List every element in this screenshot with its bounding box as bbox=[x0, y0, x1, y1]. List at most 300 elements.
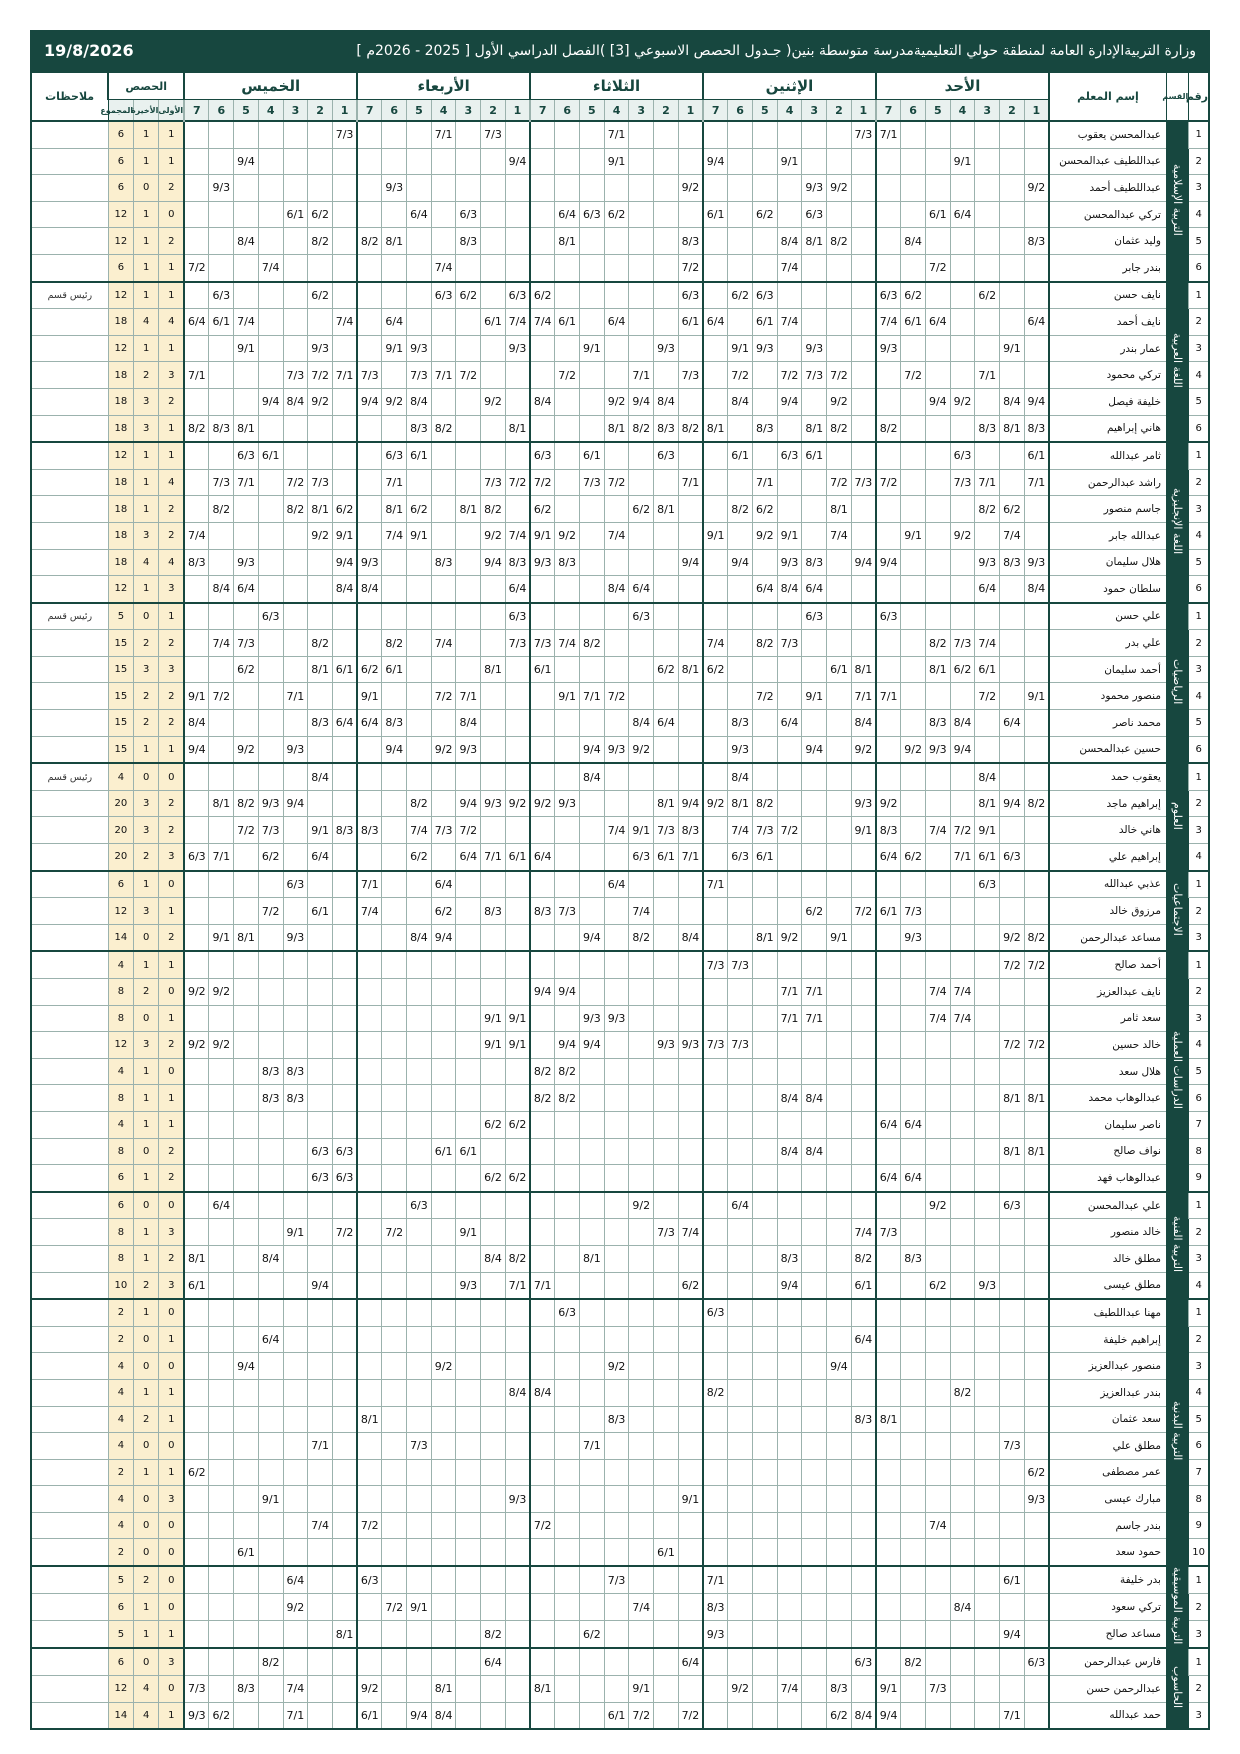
period-cell: 7/4 bbox=[777, 254, 802, 281]
period-cell bbox=[209, 1566, 234, 1594]
period-cell bbox=[604, 951, 629, 978]
period-cell bbox=[505, 710, 530, 737]
period-cell: 8/2 bbox=[382, 630, 407, 657]
period-cell: 8/3 bbox=[703, 1594, 728, 1621]
row-number: 1 bbox=[1189, 121, 1209, 148]
row-number: 1 bbox=[1189, 603, 1209, 630]
notes-cell bbox=[31, 1245, 108, 1272]
teacher-row bbox=[31, 817, 1209, 844]
teacher-name: علي عبدالمحسن bbox=[1049, 1192, 1167, 1219]
period-cell: 8/1 bbox=[184, 1245, 209, 1272]
period-cell bbox=[1024, 201, 1049, 228]
period-cell: 8/4 bbox=[629, 710, 654, 737]
period-cell bbox=[827, 1245, 852, 1272]
period-cell: 6/4 bbox=[876, 1165, 901, 1192]
period-cell bbox=[456, 148, 481, 175]
period-cell bbox=[604, 979, 629, 1006]
period-cell bbox=[629, 683, 654, 710]
period-cell: 6/3 bbox=[258, 603, 283, 630]
period-cell bbox=[308, 1058, 333, 1085]
period-cell bbox=[481, 924, 506, 951]
row-number: 2 bbox=[1189, 979, 1209, 1006]
period-cell bbox=[1024, 1702, 1049, 1729]
period-cell bbox=[604, 1459, 629, 1486]
teacher-row bbox=[31, 469, 1209, 496]
period-cell bbox=[925, 1433, 950, 1460]
period-cell: 9/3 bbox=[728, 736, 753, 763]
period-cell bbox=[752, 228, 777, 255]
period-cell bbox=[703, 1459, 728, 1486]
period-cell bbox=[456, 1326, 481, 1353]
period-cell bbox=[678, 1165, 703, 1192]
period-cell: 8/1 bbox=[604, 415, 629, 442]
period-cell bbox=[580, 309, 605, 336]
total-periods-count: 12 bbox=[108, 1032, 133, 1059]
period-cell bbox=[752, 1138, 777, 1165]
period-cell bbox=[629, 1032, 654, 1059]
period-number: 4 bbox=[258, 100, 283, 122]
period-cell bbox=[802, 1433, 827, 1460]
total-periods-count: 6 bbox=[108, 175, 133, 202]
period-cell: 6/4 bbox=[728, 1192, 753, 1219]
period-cell bbox=[407, 1353, 432, 1380]
period-cell bbox=[925, 1566, 950, 1594]
period-cell bbox=[901, 1272, 926, 1299]
first-periods-count: 1 bbox=[159, 898, 184, 925]
period-cell: 6/2 bbox=[407, 844, 432, 871]
period-cell: 7/3 bbox=[728, 1032, 753, 1059]
notes-cell bbox=[31, 736, 108, 763]
period-number: 4 bbox=[950, 100, 975, 122]
period-cell bbox=[654, 576, 679, 603]
period-cell bbox=[876, 1379, 901, 1406]
row-number: 5 bbox=[1189, 228, 1209, 255]
period-cell bbox=[901, 1566, 926, 1594]
period-cell bbox=[407, 549, 432, 576]
period-cell: 9/1 bbox=[604, 148, 629, 175]
teacher-row bbox=[31, 1676, 1209, 1703]
period-cell: 8/1 bbox=[678, 656, 703, 683]
period-cell bbox=[357, 979, 382, 1006]
period-cell bbox=[629, 442, 654, 469]
period-cell: 7/3 bbox=[604, 1566, 629, 1594]
period-cell bbox=[876, 1459, 901, 1486]
period-cell: 6/2 bbox=[481, 1165, 506, 1192]
period-cell bbox=[728, 871, 753, 898]
period-cell bbox=[505, 1219, 530, 1246]
period-cell bbox=[802, 522, 827, 549]
period-cell bbox=[950, 362, 975, 389]
period-cell: 7/4 bbox=[555, 630, 580, 657]
period-cell: 8/1 bbox=[456, 496, 481, 523]
period-cell bbox=[407, 1299, 432, 1326]
period-cell bbox=[357, 1085, 382, 1112]
period-cell bbox=[234, 1648, 259, 1675]
period-cell bbox=[876, 710, 901, 737]
period-cell: 9/4 bbox=[234, 148, 259, 175]
period-cell: 8/2 bbox=[184, 415, 209, 442]
period-cell bbox=[332, 228, 357, 255]
period-cell bbox=[1000, 1165, 1025, 1192]
last-periods-count: 1 bbox=[134, 1058, 159, 1085]
period-cell bbox=[629, 335, 654, 362]
period-cell: 8/3 bbox=[530, 898, 555, 925]
period-cell bbox=[950, 415, 975, 442]
period-cell: 6/1 bbox=[975, 844, 1000, 871]
period-cell: 6/4 bbox=[1024, 309, 1049, 336]
period-cell bbox=[752, 1245, 777, 1272]
period-cell bbox=[678, 1676, 703, 1703]
period-cell bbox=[382, 362, 407, 389]
period-cell bbox=[777, 1406, 802, 1433]
period-cell bbox=[234, 1433, 259, 1460]
period-cell bbox=[456, 951, 481, 978]
first-periods-count: 3 bbox=[159, 1648, 184, 1675]
first-periods-count: 0 bbox=[159, 201, 184, 228]
period-cell bbox=[332, 148, 357, 175]
period-cell bbox=[1024, 1676, 1049, 1703]
period-cell bbox=[752, 388, 777, 415]
period-cell bbox=[505, 1539, 530, 1566]
period-cell bbox=[580, 844, 605, 871]
period-cell bbox=[505, 1702, 530, 1729]
period-cell: 9/4 bbox=[876, 549, 901, 576]
period-cell bbox=[258, 1165, 283, 1192]
period-cell: 6/3 bbox=[530, 442, 555, 469]
col-periods-group: الحصص bbox=[108, 72, 184, 100]
period-cell: 7/3 bbox=[580, 469, 605, 496]
period-cell: 9/4 bbox=[555, 979, 580, 1006]
period-cell bbox=[851, 951, 876, 978]
period-cell bbox=[703, 549, 728, 576]
period-cell bbox=[530, 1111, 555, 1138]
department-name: الدراسات العملية bbox=[1171, 1031, 1185, 1110]
teacher-row bbox=[31, 1165, 1209, 1192]
period-cell bbox=[283, 979, 308, 1006]
period-cell bbox=[950, 951, 975, 978]
period-cell bbox=[975, 175, 1000, 202]
period-cell bbox=[456, 254, 481, 281]
notes-cell bbox=[31, 175, 108, 202]
period-cell bbox=[925, 549, 950, 576]
period-cell: 7/1 bbox=[777, 979, 802, 1006]
period-cell bbox=[629, 201, 654, 228]
period-cell: 6/3 bbox=[332, 1165, 357, 1192]
header-school: مدرسة متوسطة بنين bbox=[791, 42, 914, 59]
period-number: 5 bbox=[234, 100, 259, 122]
period-cell bbox=[184, 924, 209, 951]
total-periods-count: 14 bbox=[108, 924, 133, 951]
period-cell bbox=[728, 1165, 753, 1192]
period-cell bbox=[234, 844, 259, 871]
period-cell bbox=[283, 1459, 308, 1486]
period-cell bbox=[950, 1272, 975, 1299]
period-cell bbox=[851, 1032, 876, 1059]
period-cell bbox=[283, 1192, 308, 1219]
first-periods-count: 2 bbox=[159, 388, 184, 415]
period-cell: 9/2 bbox=[678, 175, 703, 202]
period-cell bbox=[184, 282, 209, 309]
period-cell bbox=[258, 1406, 283, 1433]
period-cell: 9/3 bbox=[654, 1032, 679, 1059]
period-cell bbox=[481, 1192, 506, 1219]
period-cell bbox=[456, 871, 481, 898]
period-cell bbox=[505, 763, 530, 790]
period-cell bbox=[950, 175, 975, 202]
period-cell bbox=[308, 175, 333, 202]
last-periods-count: 1 bbox=[134, 1085, 159, 1112]
period-cell bbox=[604, 254, 629, 281]
total-periods-count: 4 bbox=[108, 763, 133, 790]
period-cell: 7/3 bbox=[654, 1219, 679, 1246]
period-cell: 6/2 bbox=[604, 201, 629, 228]
header-row-days bbox=[31, 72, 1209, 100]
period-cell bbox=[654, 1648, 679, 1675]
period-cell bbox=[752, 871, 777, 898]
period-cell bbox=[580, 1085, 605, 1112]
period-cell bbox=[258, 549, 283, 576]
last-periods-count: 1 bbox=[134, 736, 159, 763]
period-cell bbox=[654, 1459, 679, 1486]
period-cell: 7/2 bbox=[209, 683, 234, 710]
period-cell bbox=[1024, 522, 1049, 549]
period-cell: 6/3 bbox=[580, 201, 605, 228]
period-cell bbox=[777, 282, 802, 309]
period-cell: 8/1 bbox=[234, 924, 259, 951]
period-cell bbox=[654, 1272, 679, 1299]
period-cell bbox=[357, 1539, 382, 1566]
period-cell: 7/2 bbox=[1024, 951, 1049, 978]
period-cell bbox=[456, 656, 481, 683]
teacher-name: بندر عبدالعزيز bbox=[1049, 1379, 1167, 1406]
period-cell bbox=[876, 1326, 901, 1353]
period-cell: 8/1 bbox=[1024, 1085, 1049, 1112]
period-cell: 8/4 bbox=[851, 710, 876, 737]
period-cell bbox=[802, 1272, 827, 1299]
period-cell bbox=[357, 1594, 382, 1621]
period-cell bbox=[728, 1459, 753, 1486]
period-cell bbox=[530, 1621, 555, 1649]
row-number: 2 bbox=[1189, 1326, 1209, 1353]
period-cell bbox=[407, 1539, 432, 1566]
first-periods-count: 0 bbox=[159, 1676, 184, 1703]
notes-cell bbox=[31, 630, 108, 657]
period-cell bbox=[382, 1299, 407, 1326]
period-cell bbox=[481, 1459, 506, 1486]
teacher-name: مرزوق خالد bbox=[1049, 898, 1167, 925]
period-cell bbox=[925, 1111, 950, 1138]
period-cell bbox=[407, 121, 432, 148]
period-cell: 6/1 bbox=[752, 309, 777, 336]
period-cell: 7/1 bbox=[481, 844, 506, 871]
teacher-name: عبداللطيف أحمد bbox=[1049, 175, 1167, 202]
period-cell bbox=[481, 201, 506, 228]
period-cell bbox=[975, 388, 1000, 415]
department-name: التربية الموسيقية bbox=[1171, 1567, 1185, 1645]
period-cell bbox=[184, 1005, 209, 1032]
period-cell: 7/1 bbox=[1000, 1702, 1025, 1729]
last-periods-count: 2 bbox=[134, 844, 159, 871]
period-cell: 7/1 bbox=[752, 469, 777, 496]
period-cell: 9/4 bbox=[580, 924, 605, 951]
period-cell bbox=[580, 1111, 605, 1138]
period-cell: 9/1 bbox=[629, 1676, 654, 1703]
row-number: 1 bbox=[1189, 282, 1209, 309]
period-cell bbox=[678, 576, 703, 603]
period-cell bbox=[1000, 979, 1025, 1006]
period-cell: 9/3 bbox=[456, 736, 481, 763]
period-cell: 8/3 bbox=[827, 1676, 852, 1703]
period-cell bbox=[407, 254, 432, 281]
period-cell bbox=[431, 496, 456, 523]
period-cell: 8/4 bbox=[975, 763, 1000, 790]
period-cell bbox=[234, 254, 259, 281]
period-cell bbox=[234, 1406, 259, 1433]
first-periods-count: 0 bbox=[159, 1433, 184, 1460]
period-cell bbox=[456, 1512, 481, 1539]
period-cell: 8/4 bbox=[505, 1379, 530, 1406]
period-cell: 7/4 bbox=[505, 309, 530, 336]
period-cell bbox=[431, 1245, 456, 1272]
period-number: 6 bbox=[209, 100, 234, 122]
period-cell: 9/1 bbox=[407, 522, 432, 549]
period-cell bbox=[728, 309, 753, 336]
period-cell bbox=[901, 763, 926, 790]
period-cell bbox=[802, 924, 827, 951]
first-periods-count: 0 bbox=[159, 763, 184, 790]
period-cell bbox=[481, 228, 506, 255]
period-cell bbox=[332, 1594, 357, 1621]
total-periods-count: 12 bbox=[108, 228, 133, 255]
period-cell bbox=[802, 1539, 827, 1566]
period-cell bbox=[752, 254, 777, 281]
period-cell: 9/1 bbox=[580, 335, 605, 362]
period-cell bbox=[629, 1299, 654, 1326]
period-cell bbox=[456, 1486, 481, 1513]
teacher-row bbox=[31, 175, 1209, 202]
period-cell bbox=[308, 736, 333, 763]
period-cell: 7/1 bbox=[209, 844, 234, 871]
period-cell bbox=[752, 1512, 777, 1539]
period-cell bbox=[851, 148, 876, 175]
period-cell bbox=[283, 630, 308, 657]
period-cell bbox=[1024, 1594, 1049, 1621]
period-cell bbox=[752, 1702, 777, 1729]
total-periods-count: 2 bbox=[108, 1299, 133, 1326]
period-cell bbox=[283, 1005, 308, 1032]
period-cell bbox=[728, 121, 753, 148]
period-cell bbox=[604, 1272, 629, 1299]
period-cell bbox=[382, 1111, 407, 1138]
period-cell bbox=[382, 1512, 407, 1539]
notes-cell bbox=[31, 710, 108, 737]
period-cell bbox=[728, 254, 753, 281]
period-cell bbox=[604, 656, 629, 683]
row-number: 4 bbox=[1189, 522, 1209, 549]
period-cell bbox=[580, 1272, 605, 1299]
teacher-name: بندر جاسم bbox=[1049, 1512, 1167, 1539]
period-cell bbox=[407, 1676, 432, 1703]
total-periods-count: 18 bbox=[108, 469, 133, 496]
period-cell bbox=[332, 1032, 357, 1059]
row-number: 8 bbox=[1189, 1486, 1209, 1513]
period-cell bbox=[407, 1486, 432, 1513]
period-cell: 8/3 bbox=[876, 817, 901, 844]
period-cell bbox=[629, 871, 654, 898]
notes-cell bbox=[31, 335, 108, 362]
period-cell bbox=[876, 1539, 901, 1566]
teacher-name: فارس عبدالرحمن bbox=[1049, 1648, 1167, 1675]
period-cell bbox=[184, 1058, 209, 1085]
period-cell bbox=[777, 1459, 802, 1486]
period-cell bbox=[752, 1299, 777, 1326]
period-cell bbox=[308, 1486, 333, 1513]
first-periods-count: 3 bbox=[159, 1486, 184, 1513]
period-cell bbox=[234, 1512, 259, 1539]
period-cell bbox=[209, 388, 234, 415]
period-cell bbox=[580, 1566, 605, 1594]
total-periods-count: 15 bbox=[108, 710, 133, 737]
period-cell bbox=[802, 1111, 827, 1138]
notes-cell: رئيس قسم bbox=[31, 603, 108, 630]
period-cell bbox=[876, 1272, 901, 1299]
period-cell bbox=[332, 683, 357, 710]
period-cell: 6/3 bbox=[555, 1299, 580, 1326]
period-cell bbox=[777, 1192, 802, 1219]
period-cell bbox=[481, 442, 506, 469]
period-cell bbox=[505, 1621, 530, 1649]
schedule-table bbox=[30, 71, 1210, 1730]
period-cell bbox=[851, 362, 876, 389]
period-cell bbox=[332, 175, 357, 202]
period-cell bbox=[580, 871, 605, 898]
period-number: 6 bbox=[901, 100, 926, 122]
period-cell bbox=[258, 1192, 283, 1219]
period-cell bbox=[357, 201, 382, 228]
period-cell bbox=[950, 1245, 975, 1272]
notes-cell: رئيس قسم bbox=[31, 282, 108, 309]
period-cell: 6/2 bbox=[802, 898, 827, 925]
period-cell bbox=[407, 576, 432, 603]
period-cell bbox=[332, 763, 357, 790]
period-cell bbox=[678, 388, 703, 415]
notes-cell: رئيس قسم bbox=[31, 763, 108, 790]
period-cell bbox=[654, 683, 679, 710]
first-periods-count: 1 bbox=[159, 148, 184, 175]
period-cell: 9/2 bbox=[481, 388, 506, 415]
period-cell bbox=[604, 1512, 629, 1539]
period-cell bbox=[234, 979, 259, 1006]
period-cell: 6/2 bbox=[654, 656, 679, 683]
period-cell bbox=[580, 1594, 605, 1621]
notes-cell bbox=[31, 1353, 108, 1380]
period-cell bbox=[703, 1219, 728, 1246]
period-cell bbox=[802, 1165, 827, 1192]
period-cell bbox=[703, 1648, 728, 1675]
period-cell bbox=[901, 1032, 926, 1059]
period-cell: 7/2 bbox=[975, 683, 1000, 710]
period-cell bbox=[752, 362, 777, 389]
period-cell bbox=[1024, 335, 1049, 362]
period-cell bbox=[678, 683, 703, 710]
period-cell bbox=[332, 1406, 357, 1433]
period-cell bbox=[407, 1219, 432, 1246]
notes-cell bbox=[31, 924, 108, 951]
period-cell: 6/1 bbox=[851, 1272, 876, 1299]
department-name: الاجتماعيات bbox=[1171, 883, 1185, 936]
period-cell bbox=[1000, 1406, 1025, 1433]
first-periods-count: 0 bbox=[159, 1192, 184, 1219]
